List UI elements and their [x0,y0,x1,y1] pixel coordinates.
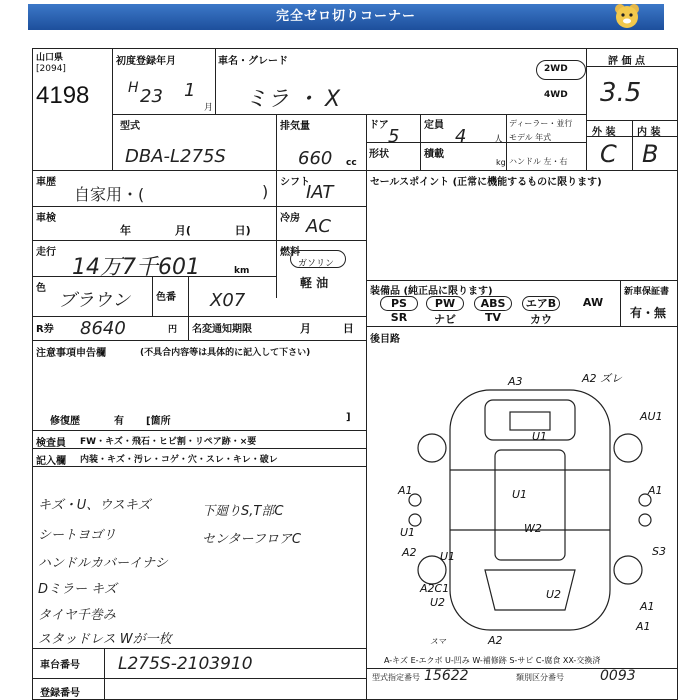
damage-mark: U1 [512,488,528,501]
note-line: 下廻りS,T部C [202,504,284,519]
note-line: ハンドルカバーイナシ [38,556,168,571]
damage-mark: S3 [652,545,666,558]
banner-title: 完全ゼロ切りコーナー [28,4,664,30]
inspector-items: FW・キズ・飛石・ヒビ割・リペア跡・×要 [80,437,257,447]
displacement-label: 排気量 [280,121,310,132]
damage-mark: A2C1 [420,582,450,595]
note-line: シートヨゴリ [38,528,117,543]
damage-mark: W2 [524,522,542,535]
damage-mark: A3 [508,375,523,388]
interior-grade: B [642,140,659,168]
note-line: スタッドレス Wが一枚 [38,632,172,647]
first-reg-year: 23 [140,86,163,107]
equipment-item: ナビ [434,313,456,326]
first-reg-era: H [128,80,139,96]
color-value: ブラウン [58,290,130,311]
damage-legend: A-キズ E-エクボ U-凹み W-補修跡 S-サビ C-腐食 XX-交換済 [384,656,601,665]
equipment-item: PS [380,296,418,311]
equipment-item: TV [484,311,502,324]
door-count: 5 [388,126,400,147]
damage-mark: AU1 [640,410,663,423]
car-damage-diagram [380,360,676,650]
sales-point-label: セールスポイント (正常に機能するものに限ります) [370,177,602,188]
damage-mark: U2 [430,596,446,609]
damage-mark: A1 [636,620,651,633]
damage-mark: A2 [488,634,503,647]
equipment-item: ABS [474,296,512,311]
aircon-value: AC [306,216,331,237]
exterior-grade: C [600,140,617,168]
damage-mark: U1 [440,550,456,563]
damage-mark: U1 [532,430,548,443]
damage-mark: A2 ズレ [582,372,623,385]
note-line: タイヤ千巻み [38,608,116,623]
damage-mark: A2 [402,546,417,559]
shift-value: IAT [306,182,334,203]
equipment-item: AW [582,296,604,309]
drive-2wd: 2WD [544,64,568,74]
damage-mark: スマ [430,637,446,646]
chassis-number: L275S-2103910 [118,654,253,674]
equipment-item: PW [426,296,464,311]
equipment-item: カウ [530,313,552,326]
region-label: 山口県 [36,53,64,63]
damage-mark: A1 [640,600,655,613]
note-line: センターフロアC [202,532,301,547]
damage-mark: U1 [400,526,416,539]
type-value: DBA-L275S [125,146,226,167]
inspection-date: 年 月( 日) [120,224,251,237]
score-value: 3.5 [600,78,642,108]
equipment-item: エアB [522,296,560,311]
lot-number: 4198 [36,82,90,109]
note-line: Dミラー キズ [38,582,117,597]
recycle-fee: 8640 [80,318,126,339]
displacement-value: 660 [298,148,333,169]
score-label: 評 価 点 [608,56,645,67]
equipment-item: SR [390,311,408,324]
first-reg-label: 初度登録年月 [116,56,176,67]
damage-mark: U2 [546,588,562,601]
type-label: 型式 [120,121,140,132]
interior-items: 内装・キズ・汚レ・コゲ・穴・スレ・キレ・破レ [80,455,278,465]
new-car-warranty: 有・無 [630,306,667,320]
model-name: ミラ ・ X [245,87,341,112]
fuel-gasoline: ガソリン [298,259,335,269]
first-reg-month: 1 [184,80,196,101]
damage-mark: A1 [398,484,413,497]
type-designation-number: 15622 [424,668,469,684]
note-line: キズ・U、ウスキズ [38,498,151,513]
color-number: X07 [210,290,246,311]
auction-code: [2094] [36,64,66,74]
mileage-value: 14万7千601 [72,255,200,280]
seat-count: 4 [455,126,467,147]
classification-number: 0093 [600,668,636,684]
mascot-bear-right-icon [612,2,642,30]
damage-mark: A1 [648,484,663,497]
category-value: 自家用・( [74,185,145,204]
drive-4wd: 4WD [544,90,568,100]
model-name-label: 車名・グレード [218,56,288,67]
